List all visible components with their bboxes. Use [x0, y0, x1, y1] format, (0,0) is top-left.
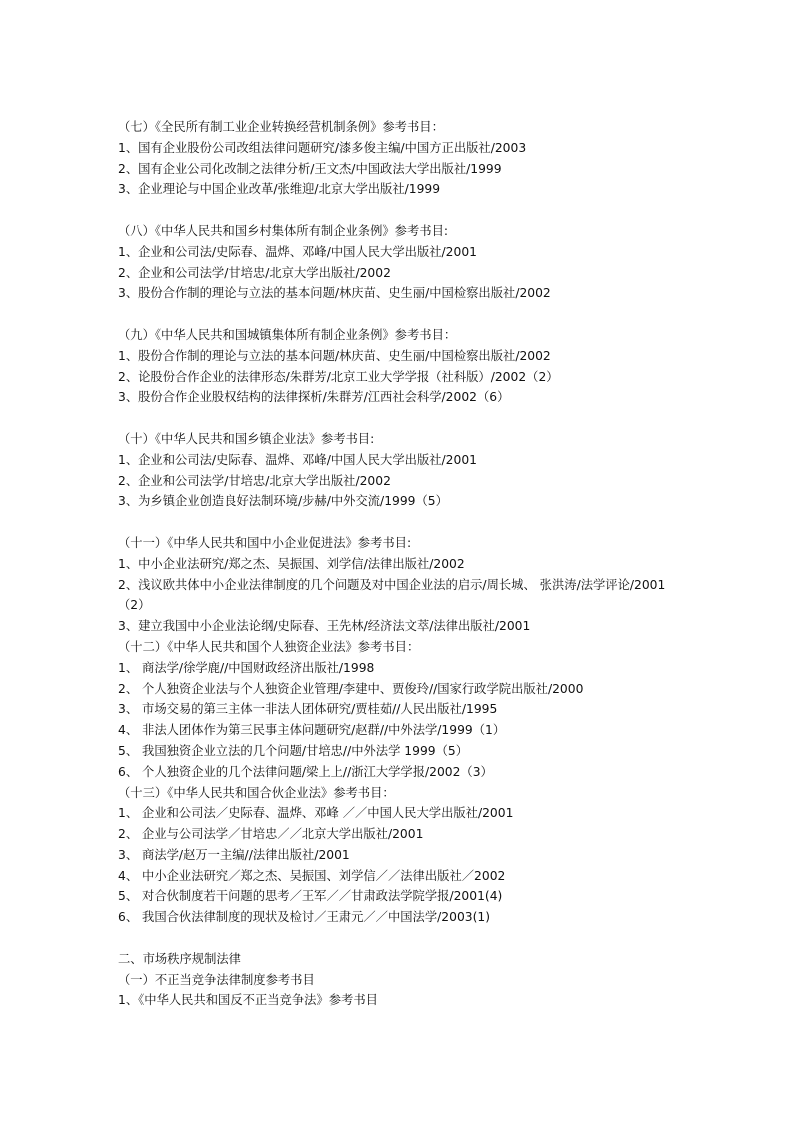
spacer [118, 512, 688, 533]
reference-item: 6、 个人独资企业的几个法律问题/梁上上//浙江大学学报/2002（3） [118, 764, 493, 779]
section-10 [118, 429, 688, 512]
section-9 [118, 325, 688, 408]
spacer [118, 928, 688, 949]
spacer [118, 304, 688, 325]
reference-item: 2、 企业与公司法学／甘培忠／／北京大学出版社/2001 [118, 827, 424, 842]
part-two [118, 949, 688, 1011]
section-13 [118, 783, 688, 929]
reference-item: 3、 商法学/赵万一主编//法律出版社/2001 [118, 847, 350, 862]
section-heading: （九）《中华人民共和国城镇集体所有制企业条例》参考书目： [118, 327, 457, 342]
section-7 [118, 117, 688, 200]
part-subtitle: （一）不正当竞争法律制度参考书目 [118, 972, 315, 987]
reference-item: 3、企业理论与中国企业改革/张维迎/北京大学出版社/1999 [118, 182, 441, 197]
reference-item: 1、中小企业法研究/郑之杰、吴振国、刘学信/法律出版社/2002 [118, 556, 465, 571]
reference-item: 1、国有企业股份公司改组法律问题研究/漆多俊主编/中国方正出版社/2003 [118, 140, 527, 155]
reference-item: 3、为乡镇企业创造良好法制环境/步赫/中外交流/1999（5） [118, 494, 448, 509]
reference-item: 1、企业和公司法/史际春、温烨、邓峰/中国人民大学出版社/2001 [118, 244, 477, 259]
reference-item: 1、股份合作制的理论与立法的基本问题/林庆苗、史生丽/中国检察出版社/2002 [118, 348, 551, 363]
section-heading: （七）《全民所有制工业企业转换经营机制条例》参考书目： [118, 120, 444, 134]
spacer [118, 200, 688, 221]
section-heading: （八）《中华人民共和国乡村集体所有制企业条例》参考书目: [118, 223, 449, 238]
section-heading: （十三）《中华人民共和国合伙企业法》参考书目： [118, 785, 395, 800]
reference-item: 2、国有企业公司化改制之法律分析/王文杰/中国政法大学出版社/1999 [118, 161, 502, 176]
spacer [118, 408, 688, 429]
document-body [118, 117, 688, 1011]
reference-item: 3、建立我国中小企业法论纲/史际春、王先林/经济法文萃/法律出版社/2001 [118, 619, 531, 634]
reference-item: 1、 企业和公司法／史际春、温烨、邓峰 ／／中国人民大学出版社/2001 [118, 806, 514, 821]
reference-item: 2、 个人独资企业法与个人独资企业管理/李建中、贾俊玲//国家行政学院出版社/2000 [118, 681, 584, 696]
reference-item: 6、 我国合伙法律制度的现状及检讨／王肃元／／中国法学/2003(1) [118, 910, 491, 925]
part-title: 二、市场秩序规制法律 [118, 951, 241, 966]
reference-item: 5、 对合伙制度若干问题的思考／王军／／甘肃政法学院学报/2001(4) [118, 889, 503, 904]
reference-item: 1、 商法学/徐学鹿//中国财政经济出版社/1998 [118, 660, 375, 675]
reference-item: 2、企业和公司法学/甘培忠/北京大学出版社/2002 [118, 265, 391, 280]
section-heading: （十）《中华人民共和国乡镇企业法》参考书目: [118, 431, 375, 446]
section-8 [118, 221, 688, 304]
section-heading: （十二）《中华人民共和国个人独资企业法》参考书目： [118, 639, 420, 654]
reference-item: 2、企业和公司法学/甘培忠/北京大学出版社/2002 [118, 473, 391, 488]
section-heading: （十一）《中华人民共和国中小企业促进法》参考书目: [118, 535, 412, 550]
reference-item: 1、企业和公司法/史际春、温烨、邓峰/中国人民大学出版社/2001 [118, 452, 477, 467]
reference-item: 3、 市场交易的第三主体一非法人团体研究/贾桂茹//人民出版社/1995 [118, 702, 498, 717]
reference-item: 2、论股份合作企业的法律形态/朱群芳/北京工业大学学报（社科版）/2002（2） [118, 369, 559, 384]
reference-item: 3、股份合作制的理论与立法的基本问题/林庆苗、史生丽/中国检察出版社/2002 [118, 286, 551, 301]
reference-item: 3、股份合作企业股权结构的法律探析/朱群芳/江西社会科学/2002（6） [118, 390, 510, 405]
reference-item: 5、 我国独资企业立法的几个问题/甘培忠//中外法学 1999（5） [118, 743, 469, 758]
part-item: 1、《中华人民共和国反不正当竞争法》参考书目 [118, 993, 378, 1008]
section-11 [118, 533, 688, 637]
section-12 [118, 637, 688, 783]
reference-item: 4、 非法人团体作为第三民事主体问题研究/赵群//中外法学/1999（1） [118, 723, 506, 738]
reference-item: 2、浅议欧共体中小企业法律制度的几个问题及对中国企业法的启示/周长城、 张洪涛/法学评论/2001（2） [118, 577, 666, 613]
reference-item: 4、 中小企业法研究／郑之杰、吴振国、刘学信／／法律出版社／2002 [118, 868, 506, 883]
